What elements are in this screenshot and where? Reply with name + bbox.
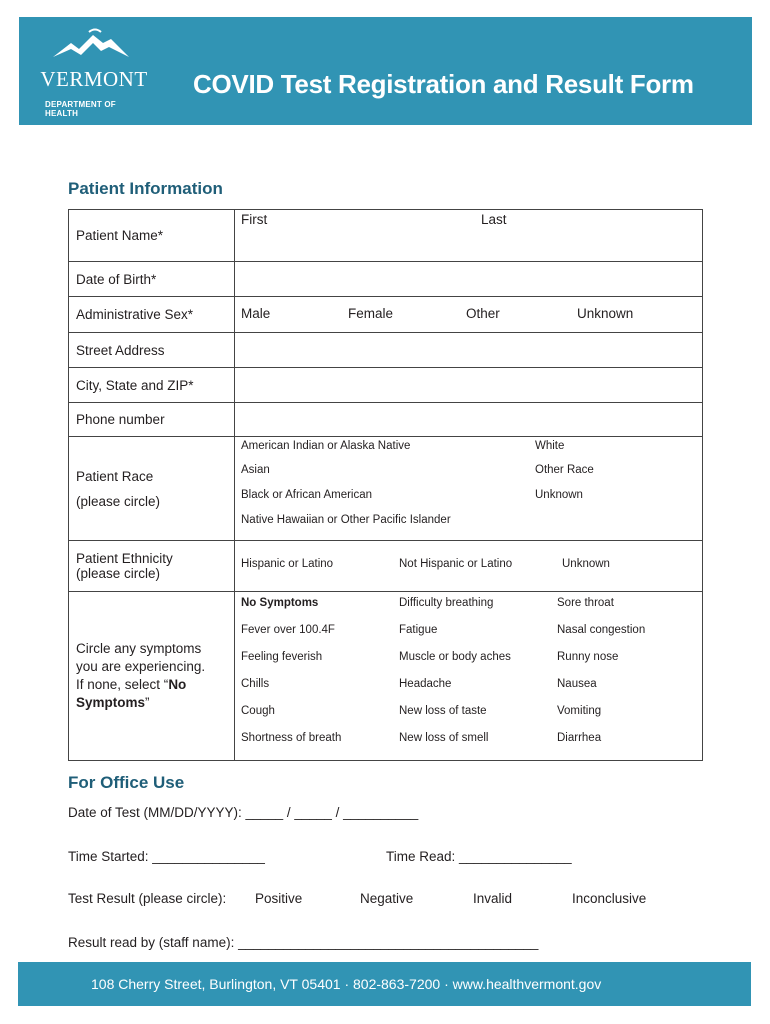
result-read-by-field[interactable]: Result read by (staff name): ________________________________________ [68,935,539,950]
result-option-positive[interactable]: Positive [255,891,303,906]
header-banner [19,17,752,125]
sex-label: Administrative Sex* [69,297,235,333]
street-field[interactable] [235,333,703,368]
page-title: COVID Test Registration and Result Form [193,69,694,99]
symptom-option[interactable]: Chills [241,678,270,690]
symptom-option[interactable]: Diarrhea [557,732,602,744]
phone-field[interactable] [235,403,703,437]
race-option[interactable]: Native Hawaiian or Other Pacific Islander [241,514,451,526]
ethnicity-option[interactable]: Unknown [562,558,610,570]
logo-department-text: DEPARTMENT OF HEALTH [45,100,116,118]
ethnicity-option[interactable]: Hispanic or Latino [241,558,334,570]
ethnicity-option[interactable]: Not Hispanic or Latino [399,558,513,570]
dob-field[interactable] [235,262,703,297]
symptom-option[interactable]: Shortness of breath [241,732,342,744]
symptoms-label: Circle any symptoms you are experiencing. If none, select “No Symptoms” [69,592,235,761]
symptom-option[interactable]: Feeling feverish [241,651,323,663]
footer-banner [18,962,751,1006]
street-label: Street Address [69,333,235,368]
test-result-label: Test Result (please circle): [68,891,227,906]
patient-name-label: Patient Name* [69,210,235,262]
result-option-invalid[interactable]: Invalid [473,891,513,906]
symptom-option[interactable]: Nasal congestion [557,624,646,636]
race-option[interactable]: Black or African American [241,489,373,501]
symptom-option[interactable]: Sore throat [557,597,614,609]
race-option[interactable]: Unknown [535,489,583,501]
logo-vermont-text: VERMONT [40,67,148,91]
footer-contact-text: 108 Cherry Street, Burlington, VT 05401 · 802-863-7200 · www.healthvermont.gov [91,976,602,992]
time-read-field[interactable]: Time Read: _______________ [386,849,572,864]
symptom-option[interactable]: Runny nose [557,651,619,663]
sex-option-unknown[interactable]: Unknown [577,306,634,321]
race-option[interactable]: Asian [241,464,270,476]
race-option[interactable]: Other Race [535,464,594,476]
symptom-option[interactable]: Cough [241,705,275,717]
result-option-negative[interactable]: Negative [360,891,414,906]
symptom-option[interactable]: Vomiting [557,705,602,717]
sex-option-female[interactable]: Female [348,306,394,321]
symptom-option[interactable]: No Symptoms [241,597,319,609]
sex-option-other[interactable]: Other [466,306,500,321]
symptom-option[interactable]: Fever over 100.4F [241,624,335,636]
race-option[interactable]: White [535,440,565,452]
symptom-option[interactable]: Difficulty breathing [399,597,494,609]
patient-name-field[interactable] [235,210,703,262]
ethnicity-options [235,541,703,592]
patient-info-table [68,209,703,761]
city-field[interactable] [235,368,703,403]
symptom-option[interactable]: Fatigue [399,624,438,636]
time-started-field[interactable]: Time Started: _______________ [68,849,265,864]
race-option[interactable]: American Indian or Alaska Native [241,440,411,452]
phone-label: Phone number [69,403,235,437]
race-options [235,437,703,541]
office-use-heading: For Office Use [68,773,185,792]
race-label: Patient Race (please circle) [69,437,235,541]
dob-label: Date of Birth* [69,262,235,297]
symptom-option[interactable]: Muscle or body aches [399,651,511,663]
symptom-option[interactable]: Headache [399,678,452,690]
sex-option-male[interactable]: Male [241,306,271,321]
city-label: City, State and ZIP* [69,368,235,403]
first-name-label: First [241,212,268,227]
result-option-inconclusive[interactable]: Inconclusive [572,891,647,906]
symptom-option[interactable]: New loss of smell [399,732,489,744]
vermont-logo [39,27,149,118]
date-of-test-field[interactable]: Date of Test (MM/DD/YYYY): _____ / _____ / __________ [68,805,419,820]
mountain-icon [51,27,131,67]
symptom-option[interactable]: Nausea [557,678,597,690]
symptoms-options [235,592,703,761]
patient-info-heading: Patient Information [68,179,223,198]
last-name-label: Last [481,212,507,227]
ethnicity-label: Patient Ethnicity (please circle) [69,541,235,592]
symptom-option[interactable]: New loss of taste [399,705,487,717]
sex-options [235,297,703,333]
